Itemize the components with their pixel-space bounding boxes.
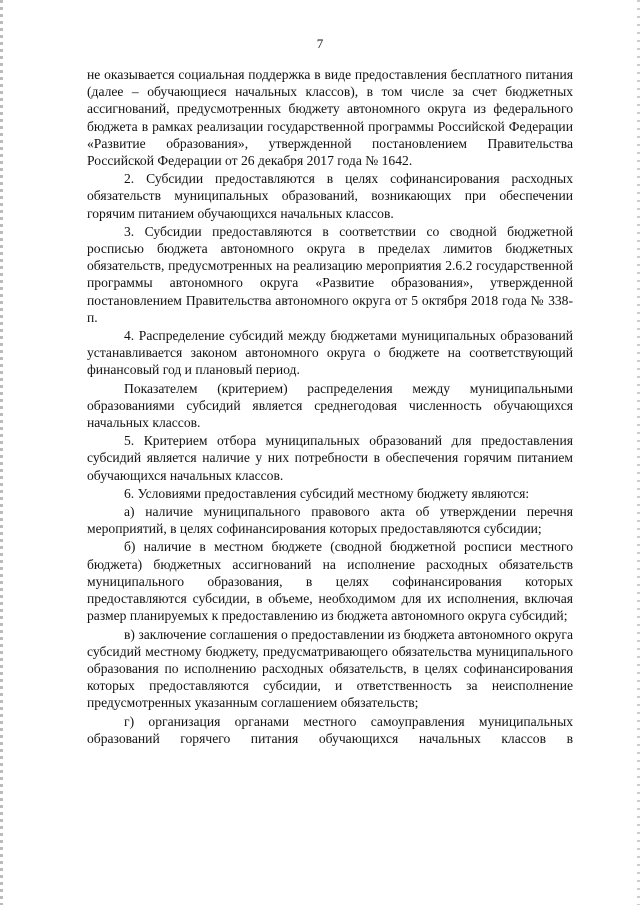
paragraph-continuation: не оказывается социальная поддержка в виде предоставления бесплатного питания (далее – обучающиеся начальных классов), в том числе за счет бюджетных ассигнований, предусмотренных бюджету автономного округа из федерального бюджета в рамках реализации государственной программы Российской Федерации «Развитие образования», утвержденной постановлением Правительства Российской Федерации от 26 декабря 2017 года № 1642. [87, 67, 573, 169]
document-body [87, 66, 573, 747]
scan-edge-left [0, 0, 3, 905]
paragraph-clause-6: 6. Условиями предоставления субсидий местному бюджету являются: [124, 485, 530, 501]
paragraph-clause-2: 2. Субсидии предоставляются в целях софинансирования расходных обязательств муниципальных образований, возникающих при обеспечении горячим питанием обучающихся начальных классов. [87, 171, 573, 221]
paragraph-condition-a: а) наличие муниципального правового акта об утверждении перечня мероприятий, в целях софинансирования которых предоставляются субсидии; [87, 504, 573, 537]
paragraph-criterion-indicator: Показателем (критерием) распределения между муниципальными образованиями субсидий является среднегодовая численность обучающихся начальных классов. [87, 380, 573, 431]
paragraph-condition-v: в) заключение соглашения о предоставлении из бюджета автономного округа субсидий местному бюджету, предусматривающего обязательства муниципального образования по исполнению расходных обязательств, в целях софинансирования которых предоставляются субсидии, и ответственность за неисполнение предусмотренных указанным соглашением обязательств; [87, 626, 573, 711]
paragraph-clause-5: 5. Критерием отбора муниципальных образований для предоставления субсидий является наличие у них потребности в обеспечения горячим питанием обучающихся начальных классов. [87, 433, 573, 483]
paragraph-condition-b: б) наличие в местном бюджете (сводной бюджетной росписи местного бюджета) бюджетных ассигнований на исполнение расходных обязательств муниципального образования, в целях софинансирования которых предоставляются субсидии, в объеме, необходимом для их исполнения, включая размер планируемых к предоставлению из бюджета автономного округа субсидий; [87, 539, 573, 624]
paragraph-clause-4: 4. Распределение субсидий между бюджетами муниципальных образований устанавливается законом автономного округа о бюджете на соответствующий финансовый год и плановый период. [87, 328, 573, 378]
page-number: 7 [316, 36, 324, 51]
paragraph-clause-3: 3. Субсидии предоставляются в соответствии со сводной бюджетной росписью бюджета автономного округа в пределах лимитов бюджетных обязательств, предусмотренных на реализацию мероприятия 2.6.2 государственной программы автономного округа «Развитие образования», утвержденной постановлением Правительства автономного округа от 5 октября 2018 года № 338-п. [87, 223, 573, 325]
paragraph-condition-g: г) организация органами местного самоуправления муниципальных образований горячего питания обучающихся начальных классов в [87, 713, 573, 746]
